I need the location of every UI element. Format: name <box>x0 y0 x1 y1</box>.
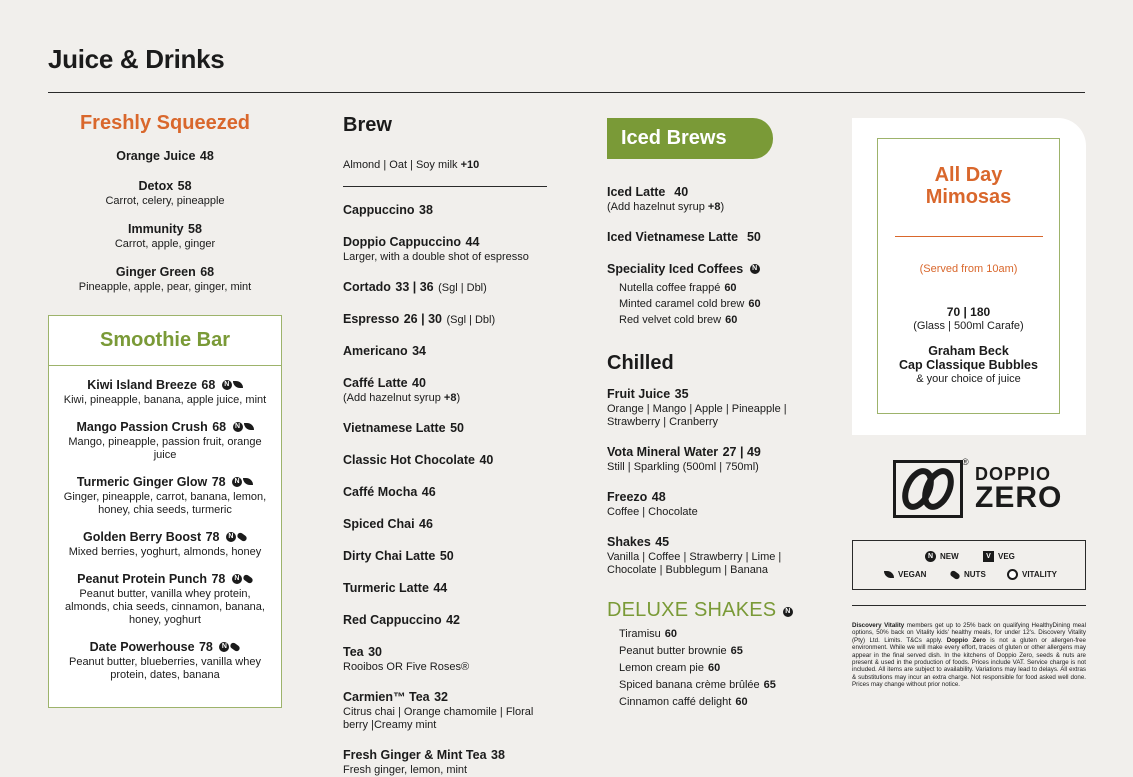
smoothie-bar-header <box>49 316 281 366</box>
item-name: Immunity <box>128 222 184 236</box>
deluxe-shakes-list <box>619 628 807 708</box>
mimosas-title <box>878 164 1059 208</box>
mimosas-sizes: (Glass | 500ml Carafe) <box>913 320 1024 332</box>
item-name: Cinnamon caffé delight <box>619 696 732 708</box>
doppio-zero-logo <box>893 457 1063 522</box>
legend-nuts <box>949 570 986 579</box>
item-name: Orange Juice <box>116 149 196 163</box>
list-item <box>343 483 553 501</box>
item-name: Date Powerhouse <box>89 640 195 654</box>
item-name: Kiwi Island Breeze <box>87 378 197 392</box>
list-item <box>343 201 553 219</box>
mimosas-price: 70 | 180 <box>946 305 991 319</box>
list-item <box>343 342 553 360</box>
smoothie-list <box>49 376 281 682</box>
bubbles-line3: & your choice of juice <box>916 373 1021 385</box>
nuts-icon <box>949 569 961 580</box>
list-item <box>343 579 553 597</box>
item-desc-price: +8 <box>707 201 721 213</box>
list-item <box>607 488 807 519</box>
item-desc: Coffee | Chocolate <box>607 506 698 518</box>
item-name: Espresso <box>343 312 400 326</box>
nuts-icon <box>230 641 242 652</box>
list-item <box>343 310 553 328</box>
item-price: 68 <box>212 420 227 434</box>
new-icon: N <box>226 532 236 542</box>
item-name: Vota Mineral Water <box>607 445 719 459</box>
list-item <box>343 611 553 629</box>
item-desc: Still | Sparkling (500ml | 750ml) <box>607 461 759 473</box>
vitality-icon <box>1007 569 1018 580</box>
list-item <box>343 233 553 264</box>
item-name: Turmeric Ginger Glow <box>76 475 208 489</box>
item-desc-text: Fresh ginger, lemon, mint <box>343 764 468 776</box>
item-name: Caffé Latte <box>343 376 408 390</box>
new-icon: N <box>232 574 242 584</box>
item-name: Detox <box>138 179 174 193</box>
list-item <box>619 282 807 294</box>
disclaimer-body-2: is not a gluten or allergen-free environment. While we will make every effort, traces of gluten or other allergens may appear in the final served dish. In the kitchens of Doppio Zero, seeds & nuts are present & used in the production of foods. Prices include VAT. Service charge is not included. All items are subject to availability. Variations may lead to delays. All extras & substitutions may incur an extra charge. Not responsible for food asked well done. Prices may change without prior notice. <box>852 636 1086 689</box>
item-price: 30 <box>368 645 382 659</box>
item-desc-text: Citrus chai | Orange chamomile | Floral berry |Creamy mint <box>343 706 534 731</box>
item-size: (Sgl | Dbl) <box>438 282 487 294</box>
item-price: 33 | 36 <box>395 280 434 294</box>
item-name: Shakes <box>607 535 651 549</box>
item-price: 58 <box>177 179 192 193</box>
item-name: Minted caramel cold brew <box>619 298 745 310</box>
item-name: Peanut Protein Punch <box>77 572 208 586</box>
legend-vitality <box>1007 569 1057 580</box>
item-desc: Peanut butter, vanilla whey protein, almonds, chia seeds, cinnamon, banana, honey, yoghurt <box>65 588 265 626</box>
item-desc <box>343 251 553 264</box>
item-heading <box>59 570 271 588</box>
item-desc: Kiwi, pineapple, banana, apple juice, mint <box>63 394 267 406</box>
item-name: Peanut butter brownie <box>619 645 727 657</box>
item-heading <box>59 528 271 546</box>
item-name: Iced Vietnamese Latte <box>607 230 739 244</box>
nuts-icon <box>242 573 254 584</box>
brew-section <box>343 114 553 777</box>
page-title: Juice & Drinks <box>48 44 225 74</box>
title-divider <box>48 92 1085 93</box>
item-price: 68 <box>200 265 215 279</box>
legend-vegan <box>883 570 926 579</box>
mimosas-title-line2: Mimosas <box>925 186 1012 208</box>
item-price: 26 | 30 <box>403 312 442 326</box>
legend-veg-label: VEG <box>998 552 1015 561</box>
item-price: 60 <box>735 696 748 708</box>
mimosas-bubbles <box>878 344 1059 372</box>
list-item <box>49 418 281 462</box>
item-name: Red velvet cold brew <box>619 314 722 326</box>
item-name: Cappuccino <box>343 203 415 217</box>
item-price: 35 <box>674 387 689 401</box>
list-item <box>619 679 807 691</box>
item-desc-price: +8 <box>443 392 457 404</box>
cold-drinks-column <box>607 118 807 708</box>
new-icon: N <box>222 380 232 390</box>
item-name: Tea <box>343 645 364 659</box>
list-item <box>48 220 282 251</box>
list-item <box>619 314 807 326</box>
legend-new-label: NEW <box>940 552 959 561</box>
item-desc <box>343 706 553 732</box>
new-icon: N <box>232 477 242 487</box>
item-desc: Peanut butter, blueberries, vanilla whey protein, dates, banana <box>68 656 261 681</box>
milk-options-price: +10 <box>460 159 480 171</box>
mimosas-card <box>852 118 1086 435</box>
item-name: Cortado <box>343 280 391 294</box>
vegan-icon <box>884 571 894 578</box>
brew-title: Brew <box>343 114 392 136</box>
item-price: 40 <box>479 453 494 467</box>
mimosas-inner-box <box>877 138 1060 414</box>
legend-new <box>925 551 959 562</box>
item-price: 32 <box>434 690 448 704</box>
new-icon: N <box>219 642 229 652</box>
vegan-icon <box>244 423 254 430</box>
list-item <box>49 473 281 517</box>
chilled-list <box>607 385 807 577</box>
item-desc-text: Rooibos OR Five Roses® <box>343 661 470 673</box>
bubbles-line1: Graham Beck <box>928 344 1009 358</box>
iced-vietnamese-item <box>607 228 807 246</box>
iced-latte-item <box>607 183 807 214</box>
list-item <box>49 376 281 407</box>
item-name: Red Cappuccino <box>343 613 442 627</box>
item-price: 46 <box>421 485 436 499</box>
item-desc: Ginger, pineapple, carrot, banana, lemon, honey, chia seeds, turmeric <box>63 491 267 516</box>
item-name: Classic Hot Chocolate <box>343 453 475 467</box>
brew-divider <box>343 186 547 187</box>
item-price: 42 <box>446 613 460 627</box>
item-price: 68 <box>201 378 216 392</box>
new-icon: N <box>925 551 936 562</box>
veg-icon: V <box>983 551 994 562</box>
logo-text-zero: ZERO <box>975 481 1063 514</box>
item-price: 65 <box>763 679 776 691</box>
list-item <box>607 385 807 429</box>
speciality-list <box>619 282 807 326</box>
item-heading <box>59 638 271 656</box>
list-item <box>343 688 553 732</box>
item-price: 60 <box>748 298 761 310</box>
vegan-icon <box>233 381 243 388</box>
list-item <box>607 443 807 474</box>
list-item <box>343 547 553 565</box>
item-price: 78 <box>205 530 220 544</box>
item-price: 50 <box>450 421 464 435</box>
item-price: 40 <box>412 376 426 390</box>
item-desc-text: (Add hazelnut syrup <box>343 392 441 404</box>
item-name: Spiced banana crème brûlée <box>619 679 760 691</box>
list-item <box>619 696 807 708</box>
list-item <box>343 374 553 405</box>
item-name: Nutella coffee frappé <box>619 282 721 294</box>
iced-brews-title: Iced Brews <box>607 118 773 159</box>
item-desc-text: (Add hazelnut syrup <box>607 201 705 213</box>
item-name: Fresh Ginger & Mint Tea <box>343 748 487 762</box>
deluxe-shakes-header <box>607 599 807 622</box>
item-heading <box>59 473 271 491</box>
logo-registered-mark: ® <box>962 457 969 467</box>
list-item <box>343 278 553 296</box>
smoothie-bar-section <box>48 315 282 708</box>
item-desc: Carrot, apple, ginger <box>114 238 216 250</box>
disclaimer-brand: Doppio Zero <box>946 636 986 644</box>
disclaimer-text <box>852 622 1086 689</box>
new-icon: N <box>783 607 793 617</box>
chilled-title: Chilled <box>607 352 674 374</box>
item-price: 48 <box>199 149 214 163</box>
item-name: Tiramisu <box>619 628 661 640</box>
list-item <box>48 147 282 165</box>
list-item <box>48 177 282 208</box>
item-desc: Mango, pineapple, passion fruit, orange juice <box>68 436 262 461</box>
item-price: 46 <box>419 517 433 531</box>
item-name: Spiced Chai <box>343 517 415 531</box>
item-price: 40 <box>674 185 689 199</box>
item-name: Mango Passion Crush <box>76 420 208 434</box>
item-name: Ginger Green <box>115 265 196 279</box>
item-desc <box>607 201 807 214</box>
legend-nuts-label: NUTS <box>964 570 986 579</box>
item-desc: Vanilla | Coffee | Strawberry | Lime | Chocolate | Bubblegum | Banana <box>607 551 782 576</box>
item-price: 50 <box>746 230 761 244</box>
item-price: 45 <box>655 535 670 549</box>
item-desc-end: ) <box>456 392 461 404</box>
item-price: 78 <box>211 572 226 586</box>
item-name: Dirty Chai Latte <box>343 549 436 563</box>
brew-list <box>343 201 553 777</box>
item-name: Fruit Juice <box>607 387 671 401</box>
item-name: Speciality Iced Coffees <box>607 262 744 276</box>
milk-options <box>343 159 553 171</box>
item-name: Vietnamese Latte <box>343 421 446 435</box>
smoothie-bar-title: Smoothie Bar <box>99 329 231 351</box>
item-desc <box>343 392 553 405</box>
item-price: 65 <box>730 645 743 657</box>
list-item <box>49 638 281 682</box>
list-item <box>343 643 553 674</box>
item-price: 34 <box>412 344 426 358</box>
bubbles-line2: Cap Classique Bubbles <box>899 358 1038 372</box>
logo-mark-icon <box>893 460 963 518</box>
item-size: (Sgl | Dbl) <box>446 314 496 326</box>
list-item <box>619 662 807 674</box>
list-item <box>619 298 807 310</box>
item-name: Iced Latte <box>607 185 666 199</box>
item-desc-text: Larger, with a double shot of espresso <box>343 251 529 263</box>
item-price: 78 <box>211 475 226 489</box>
item-name: Carmien™ Tea <box>343 690 430 704</box>
item-price: 60 <box>724 282 737 294</box>
list-item <box>619 628 807 640</box>
item-name: Caffé Mocha <box>343 485 418 499</box>
vegan-icon <box>243 478 253 485</box>
item-desc <box>343 661 553 674</box>
new-icon: N <box>750 264 760 274</box>
item-price: 58 <box>188 222 202 236</box>
list-item <box>343 746 553 777</box>
item-desc: Orange | Mango | Apple | Pineapple | Strawberry | Cranberry <box>607 403 787 428</box>
item-price: 78 <box>198 640 213 654</box>
list-item <box>48 263 282 294</box>
dietary-legend <box>852 540 1086 590</box>
item-name: Doppio Cappuccino <box>343 235 462 249</box>
deluxe-shakes-title: DELUXE SHAKES <box>607 599 777 621</box>
legend-vegan-label: VEGAN <box>898 570 927 579</box>
freshly-squeezed-list <box>48 147 282 294</box>
item-price: 50 <box>439 549 454 563</box>
item-price: 48 <box>651 490 666 504</box>
freshly-squeezed-title: Freshly Squeezed <box>79 112 251 134</box>
item-price: 60 <box>725 314 738 326</box>
item-desc <box>343 764 553 777</box>
item-heading <box>59 418 271 436</box>
item-desc: Carrot, celery, pineapple <box>105 195 225 207</box>
mimosas-served-note: (Served from 10am) <box>919 263 1018 275</box>
list-item <box>49 570 281 627</box>
item-price: 44 <box>433 581 448 595</box>
item-price: 44 <box>465 235 480 249</box>
disclaimer-divider <box>852 605 1086 606</box>
mimosas-divider <box>895 236 1043 237</box>
item-price: 38 <box>419 203 433 217</box>
legend-veg <box>983 551 1015 562</box>
speciality-iced-item <box>607 260 807 326</box>
list-item <box>607 533 807 577</box>
item-desc-end: ) <box>720 201 725 213</box>
milk-options-text: Almond | Oat | Soy milk <box>343 159 458 171</box>
disclaimer-body-1: members get up to 25% back on qualifying HealthyDining meal options, 50% back on Vitality kids' healthy meals, for under 12's. Discovery Vitality (Pty) Ltd. Limits. T&Cs apply. <box>852 622 1086 644</box>
item-heading <box>59 376 271 394</box>
list-item <box>343 515 553 533</box>
item-name: Lemon cream pie <box>619 662 704 674</box>
mimosas-title-line1: All Day <box>934 164 1003 186</box>
item-name: Freezo <box>607 490 648 504</box>
list-item <box>343 451 553 469</box>
item-price: 27 | 49 <box>722 445 761 459</box>
item-price: 38 <box>491 748 505 762</box>
freshly-squeezed-section <box>48 112 282 294</box>
item-name: Turmeric Latte <box>343 581 429 595</box>
legend-vitality-label: VITALITY <box>1022 570 1057 579</box>
list-item <box>49 528 281 559</box>
disclaimer-lead: Discovery Vitality <box>852 622 905 629</box>
item-name: Golden Berry Boost <box>83 530 202 544</box>
item-name: Americano <box>343 344 408 358</box>
new-icon: N <box>233 422 243 432</box>
item-price: 60 <box>664 628 678 640</box>
nuts-icon <box>236 531 248 542</box>
list-item <box>619 645 807 657</box>
item-desc: Mixed berries, yoghurt, almonds, honey <box>68 546 262 558</box>
item-price: 60 <box>708 662 721 674</box>
logo-text-doppio: DOPPIO <box>975 464 1052 484</box>
list-item <box>343 419 553 437</box>
item-desc: Pineapple, apple, pear, ginger, mint <box>78 281 252 293</box>
